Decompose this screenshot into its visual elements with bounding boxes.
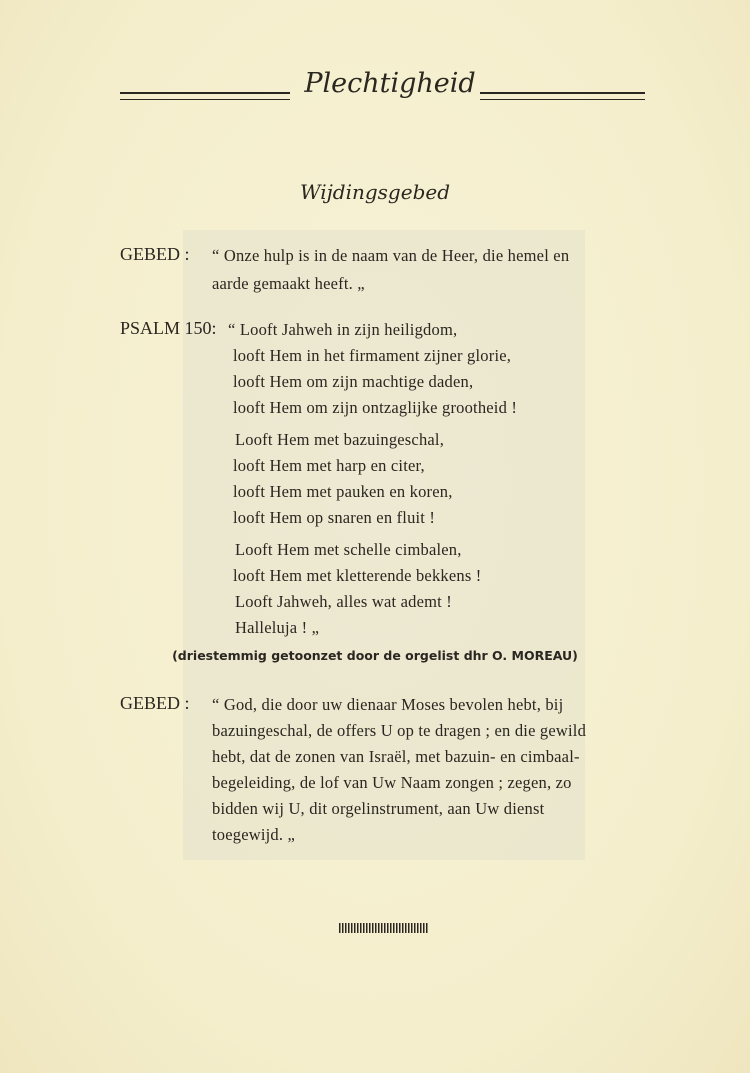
psalm-line: looft Hem met harp en citer, xyxy=(233,456,425,475)
gebed-label: GEBED : xyxy=(120,693,190,713)
composer-note: (driestemmig getoonzet door de orgelist dhr O. MOREAU) xyxy=(172,648,578,663)
title-row xyxy=(120,62,645,112)
page-title: Plechtigheid xyxy=(304,68,476,99)
ornament-divider xyxy=(339,923,429,933)
psalm-line: “ Looft Jahweh in zijn heiligdom, xyxy=(228,320,458,339)
psalm-line: looft Hem om zijn machtige daden, xyxy=(233,372,474,391)
psalm-line: looft Hem in het firmament zijner glorie, xyxy=(233,346,512,365)
psalm-line: Looft Jahweh, alles wat ademt ! xyxy=(235,592,452,611)
gebed-label: GEBED : xyxy=(120,244,190,264)
psalm-line: Looft Hem met schelle cimbalen, xyxy=(235,540,462,559)
psalm-label: PSALM 150: xyxy=(120,318,217,338)
gebed-line: toegewijd. „ xyxy=(212,825,296,844)
gebed-line: “ God, die door uw dienaar Moses bevolen hebt, bij xyxy=(212,695,564,714)
psalm-line: looft Hem om zijn ontzaglijke grootheid ! xyxy=(233,398,518,417)
section-subtitle: Wijdingsgebed xyxy=(299,180,451,204)
psalm-line: looft Hem met pauken en koren, xyxy=(233,482,453,501)
title-rule-right xyxy=(480,92,645,100)
gebed-line: bazuingeschal, de offers U op te dragen ; en die gewild xyxy=(212,721,587,740)
gebed-line: hebt, dat de zonen van Israël, met bazuin- en cimbaal- xyxy=(212,747,580,766)
gebed-line: “ Onze hulp is in de naam van de Heer, die hemel en xyxy=(212,246,570,265)
psalm-line: looft Hem op snaren en fluit ! xyxy=(233,508,436,527)
gebed-line: bidden wij U, dit orgelinstrument, aan Uw dienst xyxy=(212,799,545,818)
gebed-line: begeleiding, de lof van Uw Naam zongen ; zegen, zo xyxy=(212,773,572,792)
psalm-line: looft Hem met kletterende bekkens ! xyxy=(233,566,482,585)
psalm-line: Looft Hem met bazuingeschal, xyxy=(235,430,445,449)
gebed-line: aarde gemaakt heeft. „ xyxy=(212,274,365,293)
title-rule-left xyxy=(120,92,290,100)
psalm-line: Halleluja ! „ xyxy=(235,618,320,637)
